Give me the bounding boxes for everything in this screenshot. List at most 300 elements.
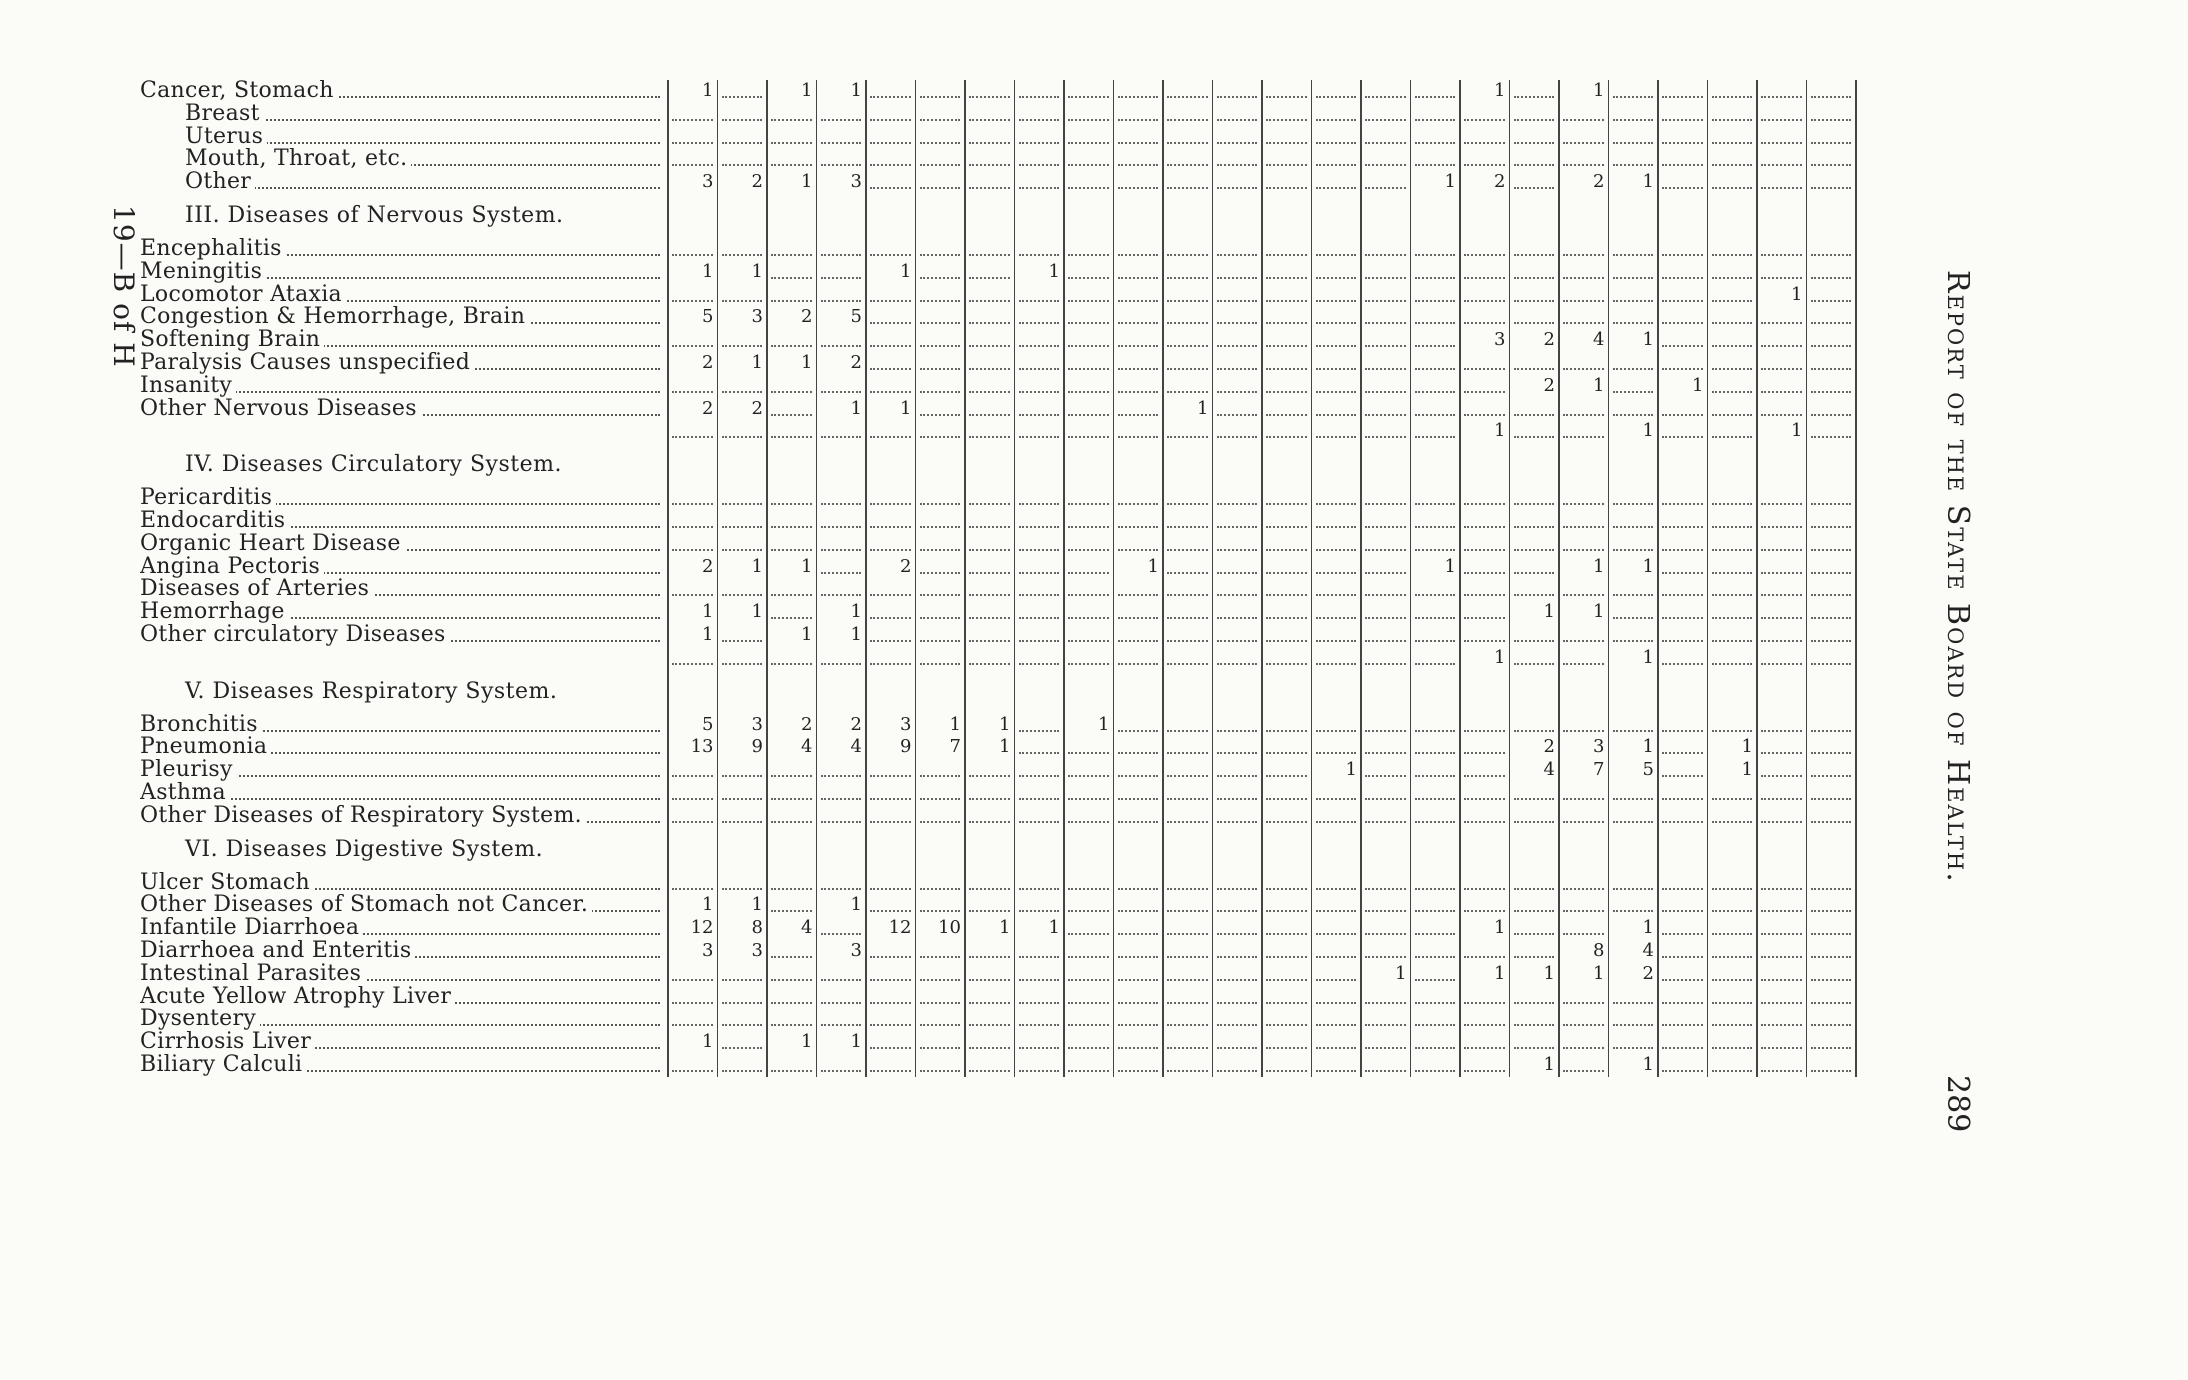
row-label-text: Meningitis bbox=[140, 261, 266, 283]
table-cell bbox=[1807, 352, 1857, 374]
table-cell bbox=[1114, 963, 1164, 985]
table-cell bbox=[1411, 329, 1461, 351]
table-cell bbox=[1460, 1054, 1510, 1076]
table-cell bbox=[1114, 917, 1164, 939]
row-label bbox=[185, 148, 660, 170]
table-cell bbox=[668, 533, 718, 555]
table-cell bbox=[1163, 601, 1213, 623]
table-cell bbox=[1559, 917, 1609, 939]
row-label bbox=[140, 736, 660, 758]
table-cell bbox=[1361, 782, 1411, 804]
table-cell bbox=[1757, 510, 1807, 532]
table-cell bbox=[718, 261, 768, 283]
table-cell bbox=[1312, 624, 1362, 646]
column-rule bbox=[1657, 80, 1659, 1077]
cell-value: 1 bbox=[702, 1031, 714, 1053]
margin-mark: 19—B of H bbox=[107, 205, 140, 368]
table-cell bbox=[1411, 1031, 1461, 1053]
table-cell bbox=[1361, 647, 1411, 669]
table-row bbox=[0, 872, 1940, 894]
table-cell bbox=[668, 487, 718, 509]
row-label-text: Ulcer Stomach bbox=[140, 872, 314, 894]
table-cell bbox=[1807, 80, 1857, 102]
table-cell bbox=[1807, 1008, 1857, 1030]
table-cell bbox=[1213, 624, 1263, 646]
table-cell bbox=[1807, 487, 1857, 509]
table-cell bbox=[1213, 963, 1263, 985]
table-row bbox=[0, 759, 1940, 781]
table-cell bbox=[1114, 420, 1164, 442]
table-cell bbox=[1015, 578, 1065, 600]
table-cell bbox=[1064, 261, 1114, 283]
table-cell bbox=[1757, 872, 1807, 894]
table-cell bbox=[1064, 940, 1114, 962]
cell-value: 5 bbox=[1642, 759, 1654, 781]
table-cell bbox=[1213, 80, 1263, 102]
table-cell bbox=[1757, 103, 1807, 125]
cell-value: 12 bbox=[888, 917, 912, 939]
table-cell bbox=[1262, 578, 1312, 600]
table-cell bbox=[1361, 352, 1411, 374]
table-cell bbox=[1163, 1031, 1213, 1053]
table-cell bbox=[1411, 805, 1461, 827]
table-cell bbox=[965, 103, 1015, 125]
row-label-text: Diarrhoea and Enteritis bbox=[140, 940, 415, 962]
table-cell bbox=[1708, 601, 1758, 623]
table-cell bbox=[767, 126, 817, 148]
table-cell bbox=[1708, 510, 1758, 532]
table-cell bbox=[965, 238, 1015, 260]
table-cell bbox=[1559, 261, 1609, 283]
table-cell bbox=[916, 284, 966, 306]
table-cell bbox=[1015, 375, 1065, 397]
table-cell bbox=[1411, 714, 1461, 736]
table-cell bbox=[1807, 782, 1857, 804]
cell-value: 1 bbox=[999, 736, 1011, 758]
table-cell bbox=[1114, 510, 1164, 532]
table-cell bbox=[1114, 714, 1164, 736]
table-cell bbox=[1163, 352, 1213, 374]
row-label-text: Cancer, Stomach bbox=[140, 80, 338, 102]
table-cell bbox=[1312, 986, 1362, 1008]
table-cell bbox=[1312, 556, 1362, 578]
table-cell bbox=[1708, 736, 1758, 758]
table-cell bbox=[1213, 126, 1263, 148]
table-cell bbox=[1163, 126, 1213, 148]
table-cell bbox=[1510, 578, 1560, 600]
table-cell bbox=[1163, 510, 1213, 532]
table-cell bbox=[1163, 759, 1213, 781]
table-cell bbox=[1064, 510, 1114, 532]
table-cell bbox=[668, 986, 718, 1008]
table-cell bbox=[1460, 533, 1510, 555]
table-row bbox=[0, 1054, 1940, 1076]
table-cell bbox=[1312, 171, 1362, 193]
table-cell bbox=[1163, 805, 1213, 827]
table-cell bbox=[767, 759, 817, 781]
table-cell bbox=[1559, 103, 1609, 125]
table-cell bbox=[1262, 1008, 1312, 1030]
table-cell bbox=[1510, 80, 1560, 102]
row-label bbox=[140, 624, 660, 646]
running-title: Report of the State Board of Health. bbox=[1940, 270, 1975, 884]
row-label bbox=[140, 375, 660, 397]
table-cell bbox=[1213, 917, 1263, 939]
table-cell bbox=[817, 238, 867, 260]
table-cell bbox=[1213, 872, 1263, 894]
column-rule bbox=[1558, 80, 1560, 1077]
table-cell bbox=[1411, 103, 1461, 125]
table-cell bbox=[965, 872, 1015, 894]
table-cell bbox=[1609, 917, 1659, 939]
table-cell bbox=[1559, 647, 1609, 669]
table-cell bbox=[965, 556, 1015, 578]
table-cell bbox=[1559, 80, 1609, 102]
table-cell bbox=[767, 782, 817, 804]
table-cell bbox=[1015, 420, 1065, 442]
table-cell bbox=[1361, 420, 1411, 442]
cell-value: 8 bbox=[751, 917, 763, 939]
table-cell bbox=[1262, 375, 1312, 397]
table-cell bbox=[767, 647, 817, 669]
table-cell bbox=[1213, 238, 1263, 260]
table-row bbox=[0, 578, 1940, 600]
table-cell bbox=[1609, 284, 1659, 306]
table-cell bbox=[1807, 398, 1857, 420]
table-cell bbox=[1114, 986, 1164, 1008]
table-cell bbox=[1708, 782, 1758, 804]
table-cell bbox=[718, 398, 768, 420]
table-cell bbox=[1163, 171, 1213, 193]
table-cell bbox=[916, 556, 966, 578]
table-cell bbox=[1609, 872, 1659, 894]
table-cell bbox=[866, 80, 916, 102]
table-cell bbox=[866, 872, 916, 894]
table-cell bbox=[1411, 306, 1461, 328]
row-label-text: Biliary Calculi bbox=[140, 1054, 306, 1076]
table-cell bbox=[1559, 398, 1609, 420]
cell-value: 1 bbox=[900, 260, 912, 282]
table-cell bbox=[668, 736, 718, 758]
column-rule bbox=[1707, 80, 1709, 1077]
table-cell bbox=[767, 148, 817, 170]
table-cell bbox=[1559, 126, 1609, 148]
table-cell bbox=[1708, 329, 1758, 351]
section-heading: III. Diseases of Nervous System. bbox=[185, 203, 564, 228]
table-cell bbox=[866, 375, 916, 397]
table-row bbox=[0, 601, 1940, 623]
table-cell bbox=[1262, 872, 1312, 894]
table-cell bbox=[866, 759, 916, 781]
table-cell bbox=[1658, 782, 1708, 804]
table-cell bbox=[1757, 80, 1807, 102]
table-cell bbox=[1262, 284, 1312, 306]
table-cell bbox=[817, 329, 867, 351]
table-cell bbox=[1609, 940, 1659, 962]
row-label-text: Intestinal Parasites bbox=[140, 963, 365, 985]
table-cell bbox=[1460, 647, 1510, 669]
column-rule bbox=[1509, 80, 1511, 1077]
table-cell bbox=[1213, 533, 1263, 555]
cell-value: 1 bbox=[1791, 283, 1803, 305]
table-cell bbox=[1708, 238, 1758, 260]
table-cell bbox=[1757, 759, 1807, 781]
table-row bbox=[0, 80, 1940, 102]
table-cell bbox=[1510, 624, 1560, 646]
table-cell bbox=[1708, 963, 1758, 985]
table-cell bbox=[965, 805, 1015, 827]
table-cell bbox=[1114, 171, 1164, 193]
table-cell bbox=[1361, 1031, 1411, 1053]
table-cell bbox=[916, 1031, 966, 1053]
table-cell bbox=[1361, 103, 1411, 125]
row-label-text: Acute Yellow Atrophy Liver bbox=[140, 986, 455, 1008]
cell-value: 1 bbox=[1543, 962, 1555, 984]
table-cell bbox=[1361, 329, 1411, 351]
row-label-text: Endocarditis bbox=[140, 510, 289, 532]
table-cell bbox=[668, 352, 718, 374]
table-cell bbox=[1460, 375, 1510, 397]
table-cell bbox=[1163, 1054, 1213, 1076]
table-cell bbox=[1658, 398, 1708, 420]
row-label bbox=[140, 284, 660, 306]
table-cell bbox=[1015, 533, 1065, 555]
table-cell bbox=[1312, 398, 1362, 420]
table-cell bbox=[718, 624, 768, 646]
table-cell bbox=[1708, 284, 1758, 306]
table-cell bbox=[1163, 963, 1213, 985]
table-cell bbox=[1609, 487, 1659, 509]
table-cell bbox=[1163, 329, 1213, 351]
table-cell bbox=[1361, 601, 1411, 623]
table-cell bbox=[1114, 1031, 1164, 1053]
table-cell bbox=[718, 872, 768, 894]
table-cell bbox=[1312, 782, 1362, 804]
table-cell bbox=[1015, 487, 1065, 509]
page-number: 289 bbox=[1940, 1075, 1975, 1133]
table-cell bbox=[1510, 963, 1560, 985]
table-cell bbox=[1807, 624, 1857, 646]
table-cell bbox=[817, 398, 867, 420]
table-cell bbox=[1064, 420, 1114, 442]
row-label-text: Dysentery bbox=[140, 1008, 260, 1030]
table-cell bbox=[1262, 103, 1312, 125]
table-cell bbox=[767, 352, 817, 374]
row-label-text: Softening Brain bbox=[140, 329, 324, 351]
table-cell bbox=[1114, 148, 1164, 170]
table-cell bbox=[767, 306, 817, 328]
row-label-text: Hemorrhage bbox=[140, 601, 289, 623]
table-cell bbox=[1658, 148, 1708, 170]
table-cell bbox=[1064, 171, 1114, 193]
table-cell bbox=[1510, 872, 1560, 894]
table-cell bbox=[1658, 284, 1708, 306]
table-cell bbox=[718, 533, 768, 555]
table-cell bbox=[866, 736, 916, 758]
table-row bbox=[0, 556, 1940, 578]
table-cell bbox=[767, 533, 817, 555]
table-cell bbox=[866, 171, 916, 193]
table-cell bbox=[1361, 375, 1411, 397]
table-cell bbox=[1015, 238, 1065, 260]
table-cell bbox=[866, 782, 916, 804]
table-row bbox=[0, 714, 1940, 736]
table-cell bbox=[1807, 872, 1857, 894]
table-cell bbox=[1460, 103, 1510, 125]
column-rule bbox=[1014, 80, 1016, 1077]
table-cell bbox=[1411, 578, 1461, 600]
table-cell bbox=[718, 578, 768, 600]
table-cell bbox=[866, 986, 916, 1008]
table-cell bbox=[1559, 986, 1609, 1008]
section-heading: IV. Diseases Circulatory System. bbox=[185, 452, 562, 478]
row-label bbox=[140, 917, 660, 939]
table-cell bbox=[1708, 714, 1758, 736]
row-label bbox=[140, 398, 660, 420]
table-cell bbox=[965, 736, 1015, 758]
table-cell bbox=[965, 1031, 1015, 1053]
row-label-text: Uterus bbox=[185, 126, 267, 148]
table-cell bbox=[1064, 917, 1114, 939]
cell-value: 1 bbox=[801, 171, 813, 193]
cell-value: 7 bbox=[949, 736, 961, 758]
cell-value: 1 bbox=[850, 397, 862, 419]
table-cell bbox=[817, 963, 867, 985]
table-cell bbox=[1807, 533, 1857, 555]
table-cell bbox=[965, 782, 1015, 804]
column-rule bbox=[717, 80, 719, 1077]
table-cell bbox=[718, 420, 768, 442]
table-cell bbox=[668, 238, 718, 260]
table-cell bbox=[1064, 533, 1114, 555]
table-cell bbox=[1658, 624, 1708, 646]
table-cell bbox=[1163, 533, 1213, 555]
table-cell bbox=[1757, 917, 1807, 939]
table-cell bbox=[1361, 556, 1411, 578]
table-cell bbox=[668, 917, 718, 939]
table-cell bbox=[1213, 736, 1263, 758]
table-cell bbox=[1312, 487, 1362, 509]
table-cell bbox=[668, 894, 718, 916]
table-cell bbox=[1015, 261, 1065, 283]
table-cell bbox=[1064, 103, 1114, 125]
table-cell bbox=[817, 759, 867, 781]
table-cell bbox=[1163, 624, 1213, 646]
table-cell bbox=[1064, 624, 1114, 646]
table-cell bbox=[1411, 963, 1461, 985]
row-label-text: Infantile Diarrhoea bbox=[140, 917, 363, 939]
row-label bbox=[140, 306, 660, 328]
row-label bbox=[140, 578, 660, 600]
table-cell bbox=[1757, 306, 1807, 328]
table-cell bbox=[1757, 261, 1807, 283]
table-cell bbox=[767, 1031, 817, 1053]
table-cell bbox=[1559, 487, 1609, 509]
cell-value: 2 bbox=[702, 352, 714, 373]
cell-value: 3 bbox=[850, 940, 862, 961]
table-cell bbox=[1262, 126, 1312, 148]
row-label-text: Encephalitis bbox=[140, 238, 286, 260]
row-label-text: Breast bbox=[185, 103, 264, 125]
table-cell bbox=[1757, 171, 1807, 193]
table-cell bbox=[916, 261, 966, 283]
table-cell bbox=[1658, 487, 1708, 509]
table-cell bbox=[965, 510, 1015, 532]
table-cell bbox=[1312, 759, 1362, 781]
table-cell bbox=[1163, 940, 1213, 962]
row-label-text: Other Diseases of Stomach not Cancer. bbox=[140, 894, 592, 916]
table-cell bbox=[1807, 940, 1857, 962]
table-cell bbox=[1361, 487, 1411, 509]
table-cell bbox=[1411, 238, 1461, 260]
table-cell bbox=[965, 1054, 1015, 1076]
table-cell bbox=[817, 306, 867, 328]
table-row bbox=[0, 1031, 1940, 1053]
row-label bbox=[140, 805, 660, 827]
table-cell bbox=[1312, 80, 1362, 102]
table-cell bbox=[1658, 329, 1708, 351]
cell-value: 9 bbox=[751, 736, 763, 758]
table-cell bbox=[1658, 533, 1708, 555]
table-cell bbox=[767, 1008, 817, 1030]
table-cell bbox=[916, 375, 966, 397]
cell-value: 2 bbox=[1642, 962, 1654, 984]
table-cell bbox=[1114, 805, 1164, 827]
table-cell bbox=[1361, 759, 1411, 781]
cell-value: 12 bbox=[690, 917, 714, 939]
table-cell bbox=[718, 986, 768, 1008]
cell-value: 2 bbox=[1543, 374, 1555, 396]
table-cell bbox=[1213, 647, 1263, 669]
table-cell bbox=[1757, 647, 1807, 669]
table-cell bbox=[817, 533, 867, 555]
table-cell bbox=[1213, 375, 1263, 397]
table-cell bbox=[817, 647, 867, 669]
table-cell bbox=[1411, 759, 1461, 781]
table-cell bbox=[1213, 148, 1263, 170]
table-cell bbox=[1312, 963, 1362, 985]
cell-value: 1 bbox=[1741, 759, 1753, 781]
table-cell bbox=[1708, 872, 1758, 894]
table-cell bbox=[866, 306, 916, 328]
table-cell bbox=[1658, 1031, 1708, 1053]
table-cell bbox=[1213, 894, 1263, 916]
table-cell bbox=[1262, 556, 1312, 578]
table-cell bbox=[668, 398, 718, 420]
table-cell bbox=[1708, 261, 1758, 283]
table-cell bbox=[718, 714, 768, 736]
table-cell bbox=[817, 126, 867, 148]
table-cell bbox=[1262, 261, 1312, 283]
cell-value: 1 bbox=[1642, 329, 1654, 351]
cell-value: 1 bbox=[1444, 171, 1456, 193]
table-cell bbox=[866, 917, 916, 939]
table-cell bbox=[1609, 986, 1659, 1008]
table-cell bbox=[1114, 1008, 1164, 1030]
table-cell bbox=[1658, 556, 1708, 578]
cell-value: 1 bbox=[1642, 1054, 1654, 1075]
table-cell bbox=[1609, 148, 1659, 170]
table-cell bbox=[1807, 126, 1857, 148]
table-cell bbox=[1213, 805, 1263, 827]
table-cell bbox=[718, 1008, 768, 1030]
table-cell bbox=[965, 894, 1015, 916]
table-cell bbox=[866, 647, 916, 669]
table-row bbox=[0, 487, 1940, 509]
table-cell bbox=[1658, 601, 1708, 623]
table-cell bbox=[1807, 714, 1857, 736]
table-cell bbox=[1114, 601, 1164, 623]
